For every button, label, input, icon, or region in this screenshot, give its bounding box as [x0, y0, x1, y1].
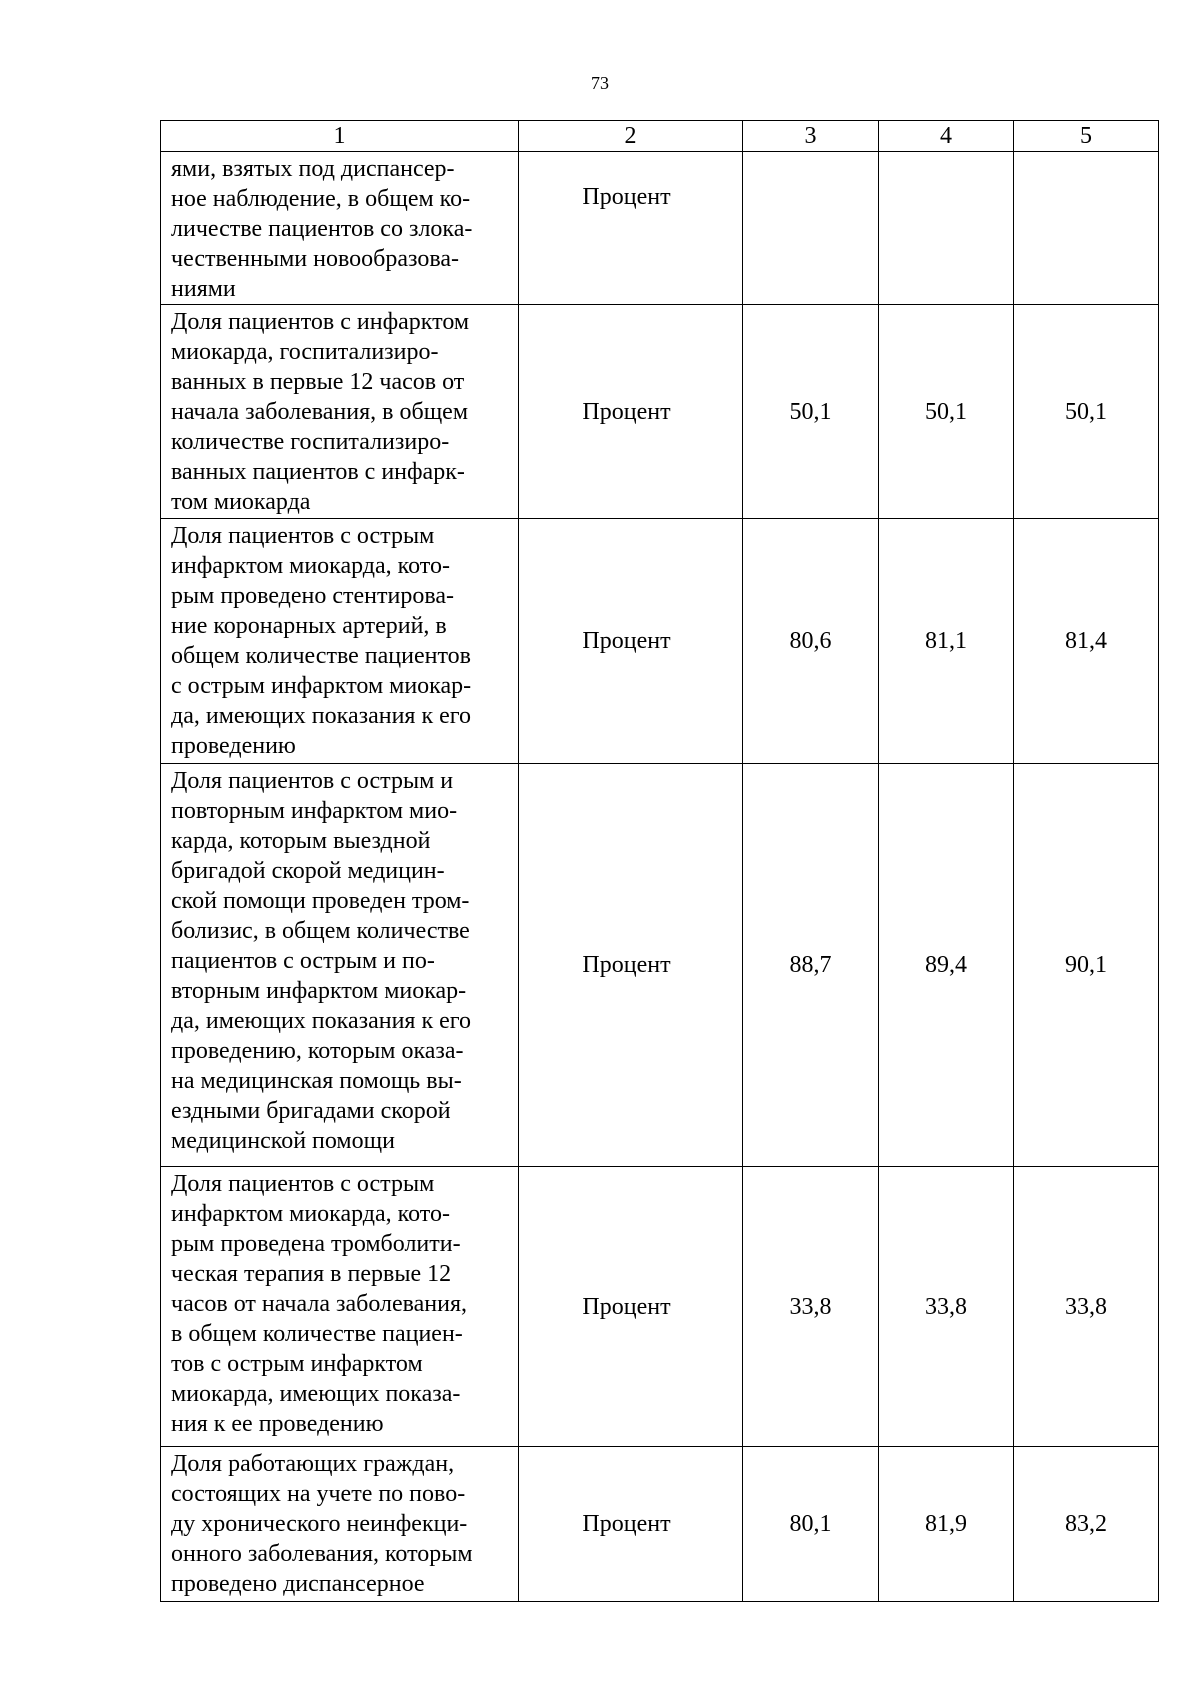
- column-header-1: 1: [161, 121, 519, 152]
- page-number: 73: [591, 73, 609, 93]
- indicator-description: Доля пациентов с острым инфарктом миокарда, кото- рым проведено стентирова- ние коронарных артерий, в общем количестве пациентов с острым инфарктом миокар- да, имеющих показания к его проведению: [161, 519, 519, 764]
- value-cell: 50,1: [1014, 305, 1159, 519]
- column-header-5: 5: [1014, 121, 1159, 152]
- value-cell: 50,1: [743, 305, 879, 519]
- column-header-3: 3: [743, 121, 879, 152]
- value-cell: 50,1: [879, 305, 1014, 519]
- table-row: [161, 305, 1159, 519]
- value-cell: 33,8: [743, 1167, 879, 1447]
- unit-cell: Процент: [519, 764, 743, 1167]
- table-row: [161, 1447, 1159, 1602]
- unit-cell: Процент: [519, 1447, 743, 1602]
- value-cell: 33,8: [879, 1167, 1014, 1447]
- indicators-table: [160, 120, 1159, 1602]
- unit-cell: Процент: [519, 1167, 743, 1447]
- value-cell: [743, 152, 879, 305]
- indicator-description: Доля пациентов с острым и повторным инфарктом мио- карда, которым выездной бригадой скорой медицин- ской помощи проведен тром- болизис, в общем количестве пациентов с острым и по- вторным инфарктом миокар- да, имеющих показания к его проведению, которым оказа- на медицинская помощь вы- ездными бригадами скорой медицинской помощи: [161, 764, 519, 1167]
- value-cell: 81,4: [1014, 519, 1159, 764]
- value-cell: [1014, 152, 1159, 305]
- value-cell: 33,8: [1014, 1167, 1159, 1447]
- table-row: [161, 519, 1159, 764]
- unit-cell: Процент: [519, 519, 743, 764]
- value-cell: 90,1: [1014, 764, 1159, 1167]
- value-cell: 88,7: [743, 764, 879, 1167]
- value-cell: 83,2: [1014, 1447, 1159, 1602]
- table-row: [161, 152, 1159, 305]
- indicator-description: Доля работающих граждан, состоящих на учете по пово- ду хронического неинфекци- онного заболевания, которым проведено диспансерное: [161, 1447, 519, 1602]
- column-header-4: 4: [879, 121, 1014, 152]
- header-row: [161, 121, 1159, 152]
- table-row: [161, 764, 1159, 1167]
- indicator-description: ями, взятых под диспансер- ное наблюдение, в общем ко- личестве пациентов со злока- чественными новообразова- ниями: [161, 152, 519, 305]
- unit-cell: Процент: [519, 152, 743, 305]
- table-row: [161, 1167, 1159, 1447]
- unit-cell: Процент: [519, 305, 743, 519]
- value-cell: 80,6: [743, 519, 879, 764]
- value-cell: 80,1: [743, 1447, 879, 1602]
- value-cell: 81,1: [879, 519, 1014, 764]
- value-cell: [879, 152, 1014, 305]
- value-cell: 81,9: [879, 1447, 1014, 1602]
- value-cell: 89,4: [879, 764, 1014, 1167]
- column-header-2: 2: [519, 121, 743, 152]
- indicator-description: Доля пациентов с острым инфарктом миокарда, кото- рым проведена тромболити- ческая терапия в первые 12 часов от начала заболевания, в общем количестве пациен- тов с острым инфарктом миокарда, имеющих показа- ния к ее проведению: [161, 1167, 519, 1447]
- indicator-description: Доля пациентов с инфарктом миокарда, госпитализиро- ванных в первые 12 часов от начала заболевания, в общем количестве госпитализиро- ванных пациентов с инфарк- том миокарда: [161, 305, 519, 519]
